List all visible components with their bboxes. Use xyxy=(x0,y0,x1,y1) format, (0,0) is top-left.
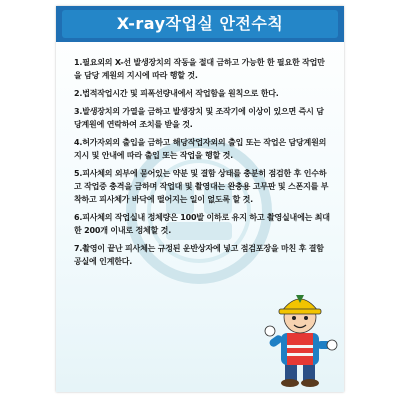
rule-item: 2.법적작업시간 및 피폭선량내에서 작업함을 원칙으로 한다. xyxy=(74,89,279,98)
rule-item: 3.발생장치의 가열을 금하고 발생장치 및 조작기에 이상이 있으면 즉시 담당계원에 연락하여 조치를 받을 것. xyxy=(74,107,324,129)
poster-title: X-ray작업실 안전수칙 xyxy=(116,14,284,33)
rule-item: 5.피사체의 외부에 묻어있는 약분 및 결함 상태를 충분히 점검한 후 인수하고 작업중 충격을 금하며 작업대 및 촬영대는 완충용 고무판 및 스폰지를 부착하고 피사체가 바닥에 떨어지는 일이 없도록 할 것. xyxy=(74,169,329,204)
safety-rules-list xyxy=(74,56,330,273)
safety-poster xyxy=(56,6,344,392)
rule-item: 4.허가자외의 출입을 금하고 해당작업자외의 출입 또는 작업은 담당계원의 지시 및 안내에 따라 출입 또는 작업을 행할 것. xyxy=(74,138,327,160)
poster-header xyxy=(56,6,344,42)
poster-header-inner xyxy=(62,10,338,38)
rule-item: 6.피사체의 작업실내 정체량은 100발 이하로 유지 하고 촬영실내에는 최대한 200개 이내로 정체할 것. xyxy=(74,213,330,235)
construction-worker-mascot-icon xyxy=(261,281,339,389)
rule-item: 1.필요외의 X-선 발생장치의 작동을 절대 금하고 가능한 한 필요한 작업만을 담당 계원의 지시에 따라 행할 것. xyxy=(74,58,325,80)
rule-item: 7.촬영이 끝난 피사체는 규정된 운반상자에 넣고 점검포장을 마친 후 결함공실에 인계한다. xyxy=(74,244,324,266)
